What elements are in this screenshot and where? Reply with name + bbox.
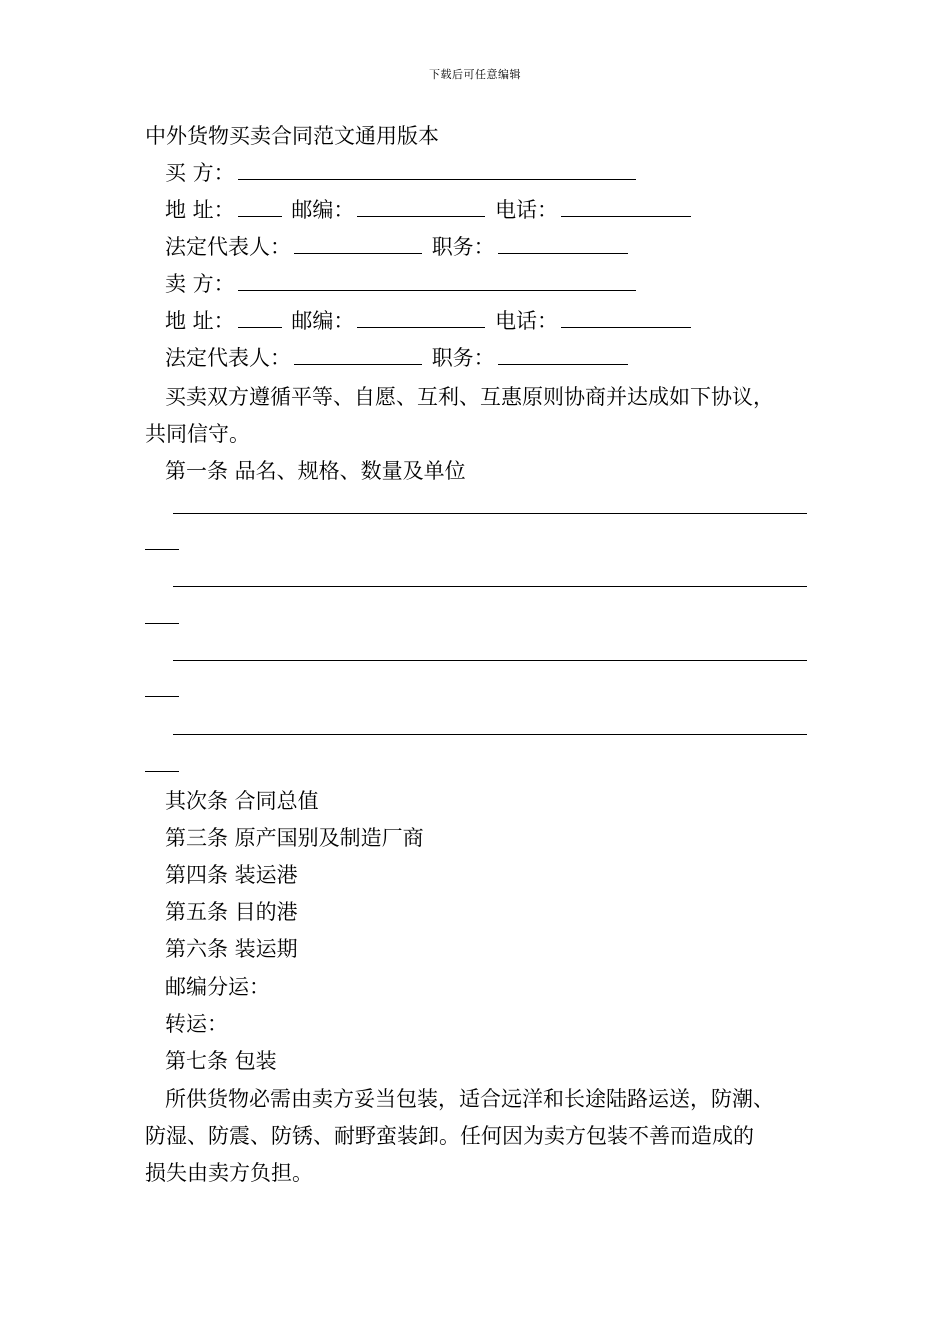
buyer-phone-blank[interactable] [561,197,691,217]
buyer-postcode-label: 邮编： [291,198,355,222]
buyer-line [165,159,639,187]
article-1-blank-2-cont[interactable] [145,623,179,624]
article-1-blank-1[interactable] [173,513,807,514]
buyer-postcode-blank[interactable] [357,197,485,217]
seller-phone-label: 电话： [495,309,559,333]
article-1-heading: 第一条 品名、规格、数量及单位 [165,459,466,483]
buyer-rep-blank[interactable] [294,234,422,254]
article-1-blank-2[interactable] [173,586,807,587]
buyer-address-line [165,196,694,224]
article-6-heading: 第六条 装运期 [165,937,298,961]
seller-blank[interactable] [238,271,636,291]
seller-address-label: 地 址： [165,309,235,333]
seller-postcode-blank[interactable] [357,308,485,328]
article-1-blank-1-cont[interactable] [145,549,179,550]
buyer-address-blank[interactable] [238,197,282,217]
packing-line-3: 损失由卖方负担。 [145,1161,313,1185]
buyer-label: 买 方： [165,161,235,185]
seller-line [165,270,639,298]
seller-rep-blank[interactable] [294,345,422,365]
seller-position-label: 职务： [431,346,495,370]
buyer-position-label: 职务： [431,235,495,259]
seller-phone-blank[interactable] [561,308,691,328]
article-1-blank-3-cont[interactable] [145,696,179,697]
article-4-heading: 第四条 装运港 [165,863,298,887]
buyer-position-blank[interactable] [498,234,628,254]
packing-line-2: 防湿、防震、防锈、耐野蛮装卸。任何因为卖方包装不善而造成的 [145,1124,754,1148]
seller-label: 卖 方： [165,272,235,296]
article-7-heading: 第七条 包装 [165,1049,277,1073]
document-title: 中外货物买卖合同范文通用版本 [145,124,439,148]
partial-shipment-label: 邮编分运： [165,975,270,999]
buyer-phone-label: 电话： [495,198,559,222]
buyer-rep-line [165,233,631,261]
intro-line-1: 买卖双方遵循平等、自愿、互利、互惠原则协商并达成如下协议， [165,385,774,409]
article-2-heading: 其次条 合同总值 [165,789,319,813]
header-note: 下载后可任意编辑 [429,68,521,81]
seller-postcode-label: 邮编： [291,309,355,333]
article-1-blank-3[interactable] [173,660,807,661]
buyer-address-label: 地 址： [165,198,235,222]
article-1-blank-4-cont[interactable] [145,771,179,772]
packing-line-1: 所供货物必需由卖方妥当包装，适合远洋和长途陆路运送，防潮、 [165,1087,774,1111]
buyer-rep-label: 法定代表人： [165,235,291,259]
seller-address-blank[interactable] [238,308,282,328]
intro-line-2: 共同信守。 [145,422,250,446]
seller-rep-label: 法定代表人： [165,346,291,370]
buyer-blank[interactable] [238,160,636,180]
article-1-blank-4[interactable] [173,734,807,735]
seller-rep-line [165,344,631,372]
article-3-heading: 第三条 原产国别及制造厂商 [165,826,424,850]
seller-position-blank[interactable] [498,345,628,365]
transshipment-label: 转运： [165,1012,228,1036]
article-5-heading: 第五条 目的港 [165,900,298,924]
seller-address-line [165,307,694,335]
